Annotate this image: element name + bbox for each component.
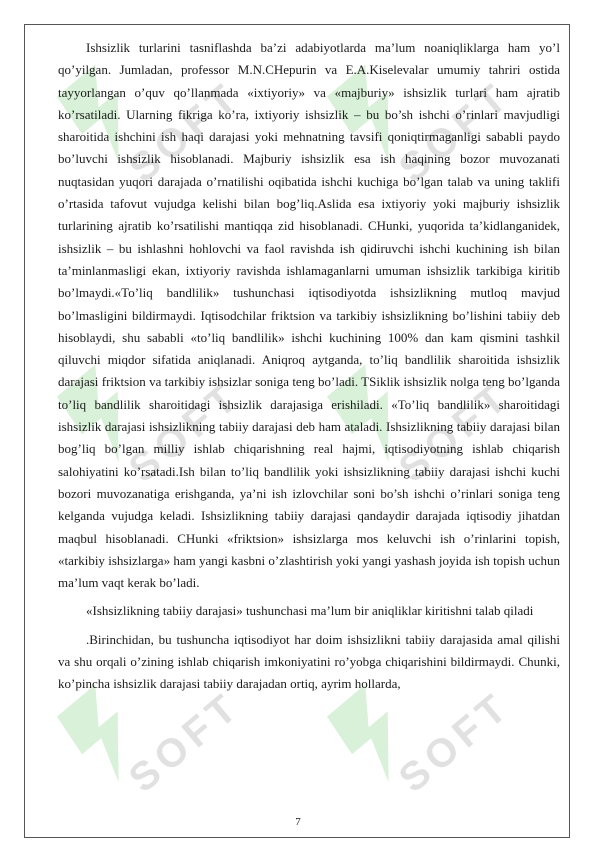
page-number: 7 <box>295 816 301 828</box>
paragraph: .Birinchidan, bu tushuncha iqtisodiyot har doim ishsizlikni tabiiy darajasida amal qilishi va shu orqali o’zining ishlab chiqarish imkoniyatini ro’yobga chiqarishini bildirmaydi. Chunki, ko’pincha ishsizlik darajasi tabiiy darajadan ortiq, ayrim hollarda, <box>58 631 560 692</box>
watermark-text: SOFT <box>390 73 520 191</box>
paragraph: Ishsizlik turlarini tasniflashda ba’zi adabiyotlarda ma’lum noaniqliklarga ham yo’l qo’yilgan. Jumladan, professor M.N.CHepurin va E.A.Kiselevalar umumiy tahriri ostida tayyorlangan o’quv qo’llanmada «ixtiyoriy» va «majburiy» ishsizlik turlari ham ajratib ko’rsatiladi. Ularning fikriga ko’ra, ixtiyoriy ishsizlik – bu bo’sh ishchi o’rinlari mavjudligi sharoitida ishchini ish haqi darajasi yoki mehnatning tavsifi qoniqtirmaganligi sababli paydo bo’luvchi ishsizlik hisoblanadi. Majburiy ishsizlik esa ish haqining bozor muvozanati nuqtasidan yuqori darajada o’rnatilishi oqibatida ishchi kuchiga bo’lgan talab va uning taklifi o’rtasida tafovut vujudga kelishi bilan bog’liq.Aslida esa ixtiyoriy yoki majburiy ishsizlik turlarining ajratib ko’rsatilishi mantiqqa zid hisoblanadi. CHunki, yuqorida ta’kidlanganidek, ishsizlik – bu ishlashni hohlovchi va faol ravishda ish qidiruvchi ishchi kuchining ish bilan ta’minlanmasligi ekan, ixtiyoriy ravishda ishlamaganlarni umuman ishsizlik tarkibiga kiritib bo’lmaydi.«To’liq bandlilik» tushunchasi iqtisodiyotda ishsizlikning mutloq mavjud bo’lmasligini bildirmaydi. Iqtisodchilar friktsion va tarkibiy ishsizlikning bo’lishini tabiiy deb hisoblaydi, shu sababli «to’liq bandlilik» ishchi kuchining 100% dan kam qismini tashkil qiluvchi miqdor sifatida aniqlanadi. Aniqroq aytganda, to’liq bandlilik sharoitida ishsizlik darajasi friktsion va tarkibiy ishsizlar soniga teng bo’ladi. TSiklik ishsizlik nolga teng bo’lganda to’liq bandlilik sharoitidagi ishsizlik darajasiga erishiladi. «To’liq bandlilik» sharoitidagi ishsizlik darajasi ishsizlikning tabiiy darajasi deb ham ataladi. Ishsizlikning tabiiy darajasi bilan bog’liq bo’lgan milliy ishlab chiqarishning real hajmi, iqtisodiyotning ishlab chiqarish salohiyatini ko’rsatadi.Ish bilan to’liq bandlilik yoki ishsizlikning tabiiy darajasi ishchi kuchi bozori muvozanatiga erishganda, ya’ni ish izlovchilar soni bo’sh ishchi o’rinlari soniga teng kelganda vujudga keladi. Ishsizlikning tabiiy darajasi qandaydir darajada iqtisodiy jihatdan maqbul hisoblanadi. CHunki «friktsion» ishsizlarga mos keluvchi ish o’rinlarini topish, «tarkibiy ishsizlarga» ham yangi kasbni o’zlashtirish yoki yangi yashash joyida ish topish uchun ma’lum vaqt kerak bo’ladi. <box>58 40 560 591</box>
paragraph: «Ishsizlikning tabiiy darajasi» tushunchasi ma’lum bir aniqliklar kiritishni talab qiladi <box>86 603 534 619</box>
watermark-text: SOFT <box>390 373 520 491</box>
document-body <box>58 37 560 696</box>
watermark-text: SOFT <box>120 373 250 491</box>
watermark-text: SOFT <box>120 73 250 191</box>
watermark-text: SOFT <box>390 683 520 801</box>
watermark-text: SOFT <box>120 683 250 801</box>
